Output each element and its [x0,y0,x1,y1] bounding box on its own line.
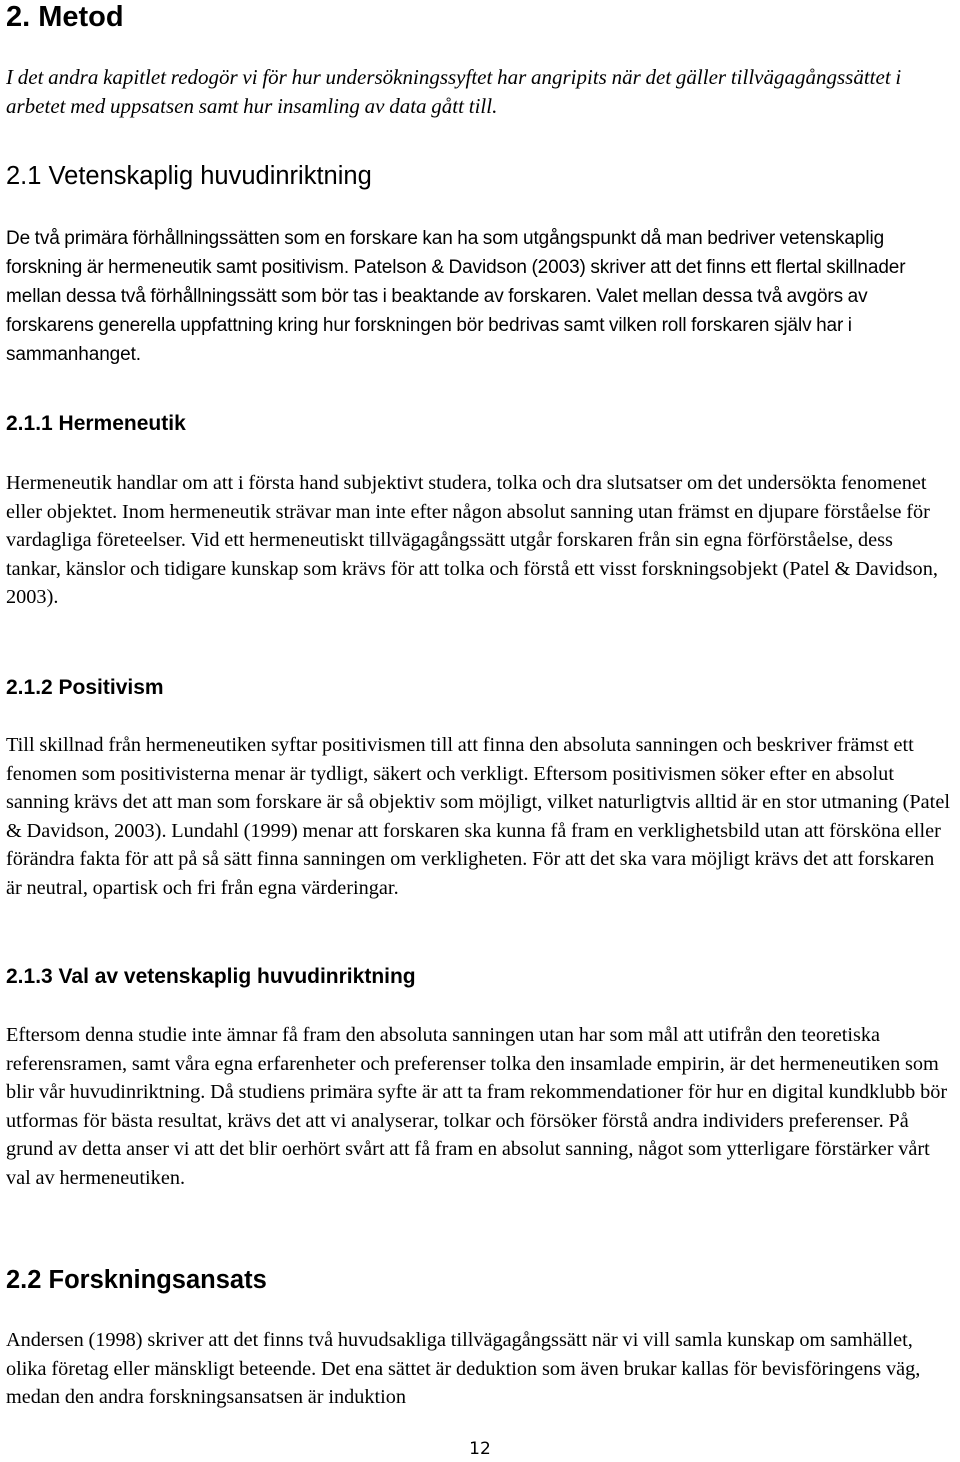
section-body-2-1-3: Eftersom denna studie inte ämnar få fram den absoluta sanningen utan har som mål att utifrån den teoretiska referensramen, samt våra egna erfarenheter och preferenser tolka den insamlade empirin, är det hermeneutiken som blir vår huvudinriktning. Då studiens primära syfte är att ta fram rekommendationer för hur en digital kundklubb bör utformas för bästa resultat, krävs det att vi analyserar, tolkar och försöker förstå andra individers preferenser. På grund av detta anser vi att det blir oerhört svårt att få fram en absolut sanning, något som ytterligare förstärker vårt val av hermeneutiken. [6,1024,948,1189]
section-heading-2-2: 2.2 Forskningsansats [6,1266,267,1294]
section-body-2-2: Andersen (1998) skriver att det finns två huvudsakliga tillvägagångssätt när vi vill samla kunskap om samhället, olika företag eller mänskligt beteende. Det ena sättet är deduktion som även brukar kallas för bevisföringens väg, medan den andra forskningsansatsen är induktion [6,1329,921,1409]
section-heading-2-1-2: 2.1.2 Positivism [6,676,164,699]
chapter-heading: 2. Metod [6,1,124,33]
section-heading-2-1-3: 2.1.3 Val av vetenskaplig huvudinriktning [6,965,416,988]
section-body-2-1: De två primära förhållningssätten som en forskare kan ha som utgångspunkt då man bedriver vetenskaplig forskning är hermeneutik samt positivism. Patelson & Davidson (2003) skriver att det finns ett flertal skillnader mellan dessa två förhållningssätt som bör tas i beaktande av forskaren. Valet mellan dessa två avgörs av forskarens generella uppfattning kring hur forskningen bör bedrivas samt vilken roll forskaren själv har i sammanhanget. [6,228,906,365]
section-heading-2-1: 2.1 Vetenskaplig huvudinriktning [6,162,372,190]
chapter-intro: I det andra kapitlet redogör vi för hur undersökningssyftet har angripits när det gäller tillvägagångssättet i arbetet med uppsatsen samt hur insamling av data gått till. [6,65,902,118]
section-body-2-1-2: Till skillnad från hermeneutiken syftar positivismen till att finna den absoluta sanningen och beskriver främst ett fenomen som positivisterna menar är tydligt, säkert och verkligt. Eftersom positivismen söker efter en absolut sanning krävs det att man som forskare är så objektiv som möjligt, vilket naturligtvis alltid är en stor utmaning (Patel & Davidson, 2003). Lundahl (1999) menar att forskaren ska kunna få fram en verklighetsbild utan att försköna eller förändra fakta för att på så sätt finna sanningen om verkligheten. För att det ska vara möjligt krävs det att forskaren är neutral, opartisk och fri från egna värderingar. [6,734,950,899]
section-body-2-1-1: Hermeneutik handlar om att i första hand subjektivt studera, tolka och dra slutsatser om det undersökta fenomenet eller objektet. Inom hermeneutik strävar man inte efter någon absolut sanning utan främst en djupare förståelse för vardagliga företeelser. Vid ett hermeneutiskt tillvägagångssätt utgår forskaren från sin egna förförståelse, dess tankar, känslor och tidigare kunskap som krävs för att tolka och förstå ett visst forskningsobjekt (Patel & Davidson, 2003). [6,472,938,609]
section-heading-2-1-1: 2.1.1 Hermeneutik [6,412,186,435]
page-number: 12 [469,1439,491,1459]
document-page [6,0,954,1462]
